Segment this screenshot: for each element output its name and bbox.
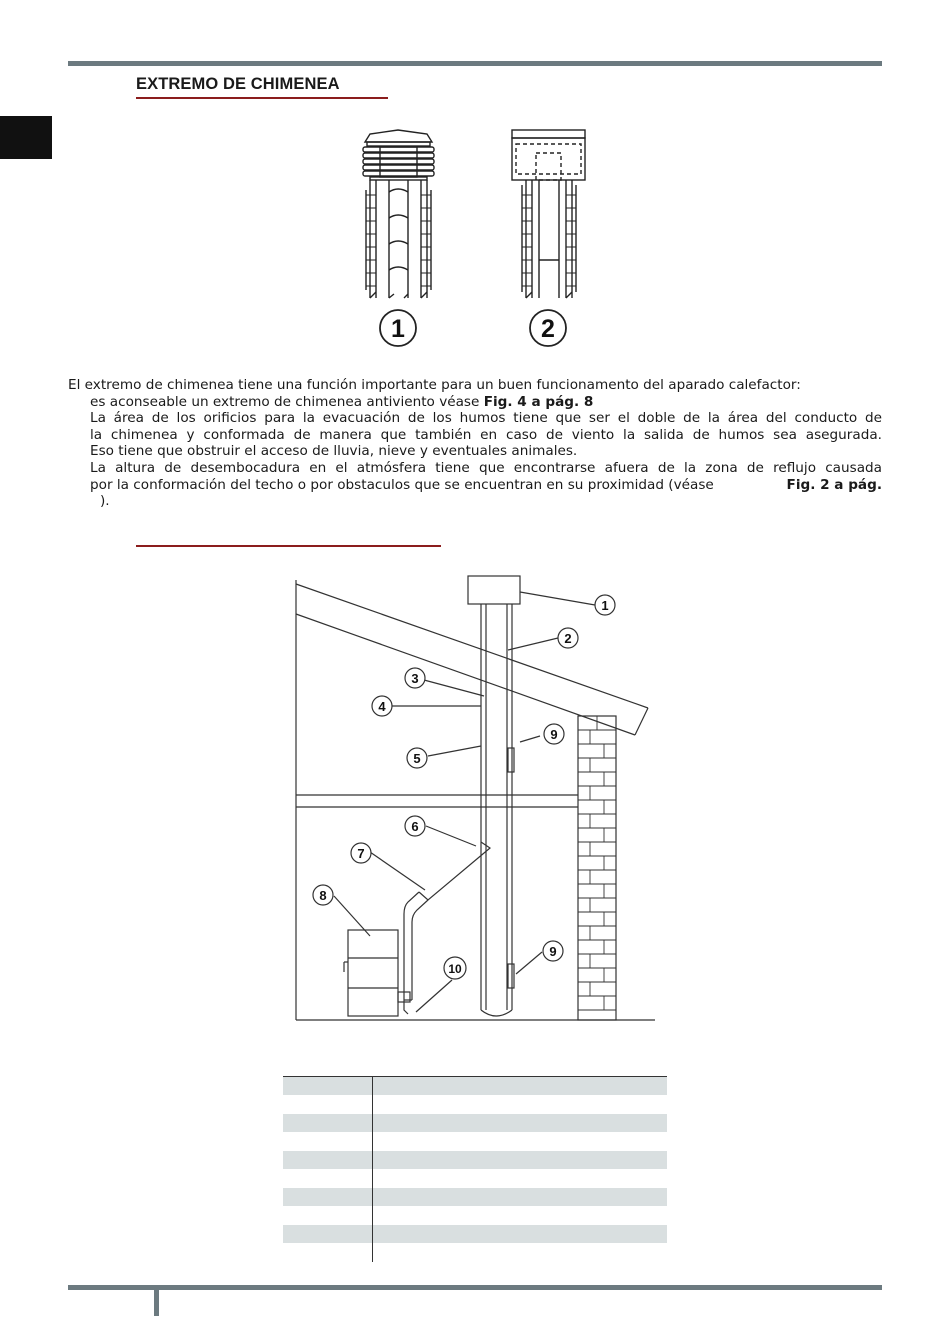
table-row — [283, 1132, 667, 1150]
fig-ref-2: Fig. 2 a pág. — [786, 476, 882, 493]
para-line-7: por la conformación del techo o por obstaculos que se encuentran en su proximidad (véase Fig. 2 a pág. — [90, 476, 882, 493]
para-line-2: es aconseable un extremo de chimenea antiviento véase Fig. 4 a pág. 8 — [90, 393, 594, 410]
callout-6: 6 — [411, 819, 419, 834]
table-row — [283, 1188, 667, 1206]
table-row — [283, 1114, 667, 1132]
para-line-6: La altura de desembocadura en el atmósfera tiene que encontrarse afuera de la zona de reflujo causada — [90, 459, 882, 476]
table-row — [283, 1151, 667, 1169]
callout-5: 5 — [413, 751, 421, 766]
chimney-cap-figure — [340, 120, 600, 360]
callout-7: 7 — [357, 846, 365, 861]
para-line-1: El extremo de chimenea tiene una función importante para un buen funcionamento del aparado calefactor: — [68, 377, 801, 393]
section-underline-2 — [136, 545, 441, 547]
para-line-4: la chimenea y conformada de manera que también en caso de viento la salida de humos sea asegurada. — [90, 426, 882, 443]
top-rule — [68, 61, 882, 66]
table-row — [283, 1095, 667, 1113]
callout-8: 8 — [319, 888, 327, 903]
legend-table-column-divider — [372, 1076, 373, 1262]
callout-10: 10 — [448, 962, 462, 976]
table-row — [283, 1225, 667, 1243]
title-underline — [136, 97, 388, 99]
installation-figure — [280, 570, 680, 1030]
body-paragraph — [68, 377, 882, 510]
table-row — [283, 1077, 667, 1095]
bottom-rule — [68, 1285, 882, 1290]
fig-label-2: 2 — [541, 315, 555, 343]
fig-ref-4: Fig. 4 a pág. 8 — [483, 393, 594, 410]
table-row — [283, 1169, 667, 1187]
callout-2: 2 — [564, 631, 572, 646]
bottom-tick — [154, 1290, 159, 1316]
para-line-5: Eso tiene que obstruir el acceso de lluvia, nieve y eventuales animales. — [90, 443, 578, 460]
side-tab — [0, 116, 52, 159]
callout-9-top: 9 — [550, 727, 558, 742]
section-title: EXTREMO DE CHIMENEA — [136, 75, 340, 93]
para-line-3: La área de los orificios para la evacuación de los humos tiene que ser el doble de la área del conducto de — [90, 410, 882, 427]
callout-9-bottom: 9 — [549, 944, 557, 959]
table-row — [283, 1206, 667, 1224]
callout-3: 3 — [411, 671, 419, 686]
para-line-8: ). — [100, 493, 110, 510]
callout-1: 1 — [601, 598, 609, 613]
fig-label-1: 1 — [391, 315, 405, 343]
callout-4: 4 — [378, 699, 386, 714]
